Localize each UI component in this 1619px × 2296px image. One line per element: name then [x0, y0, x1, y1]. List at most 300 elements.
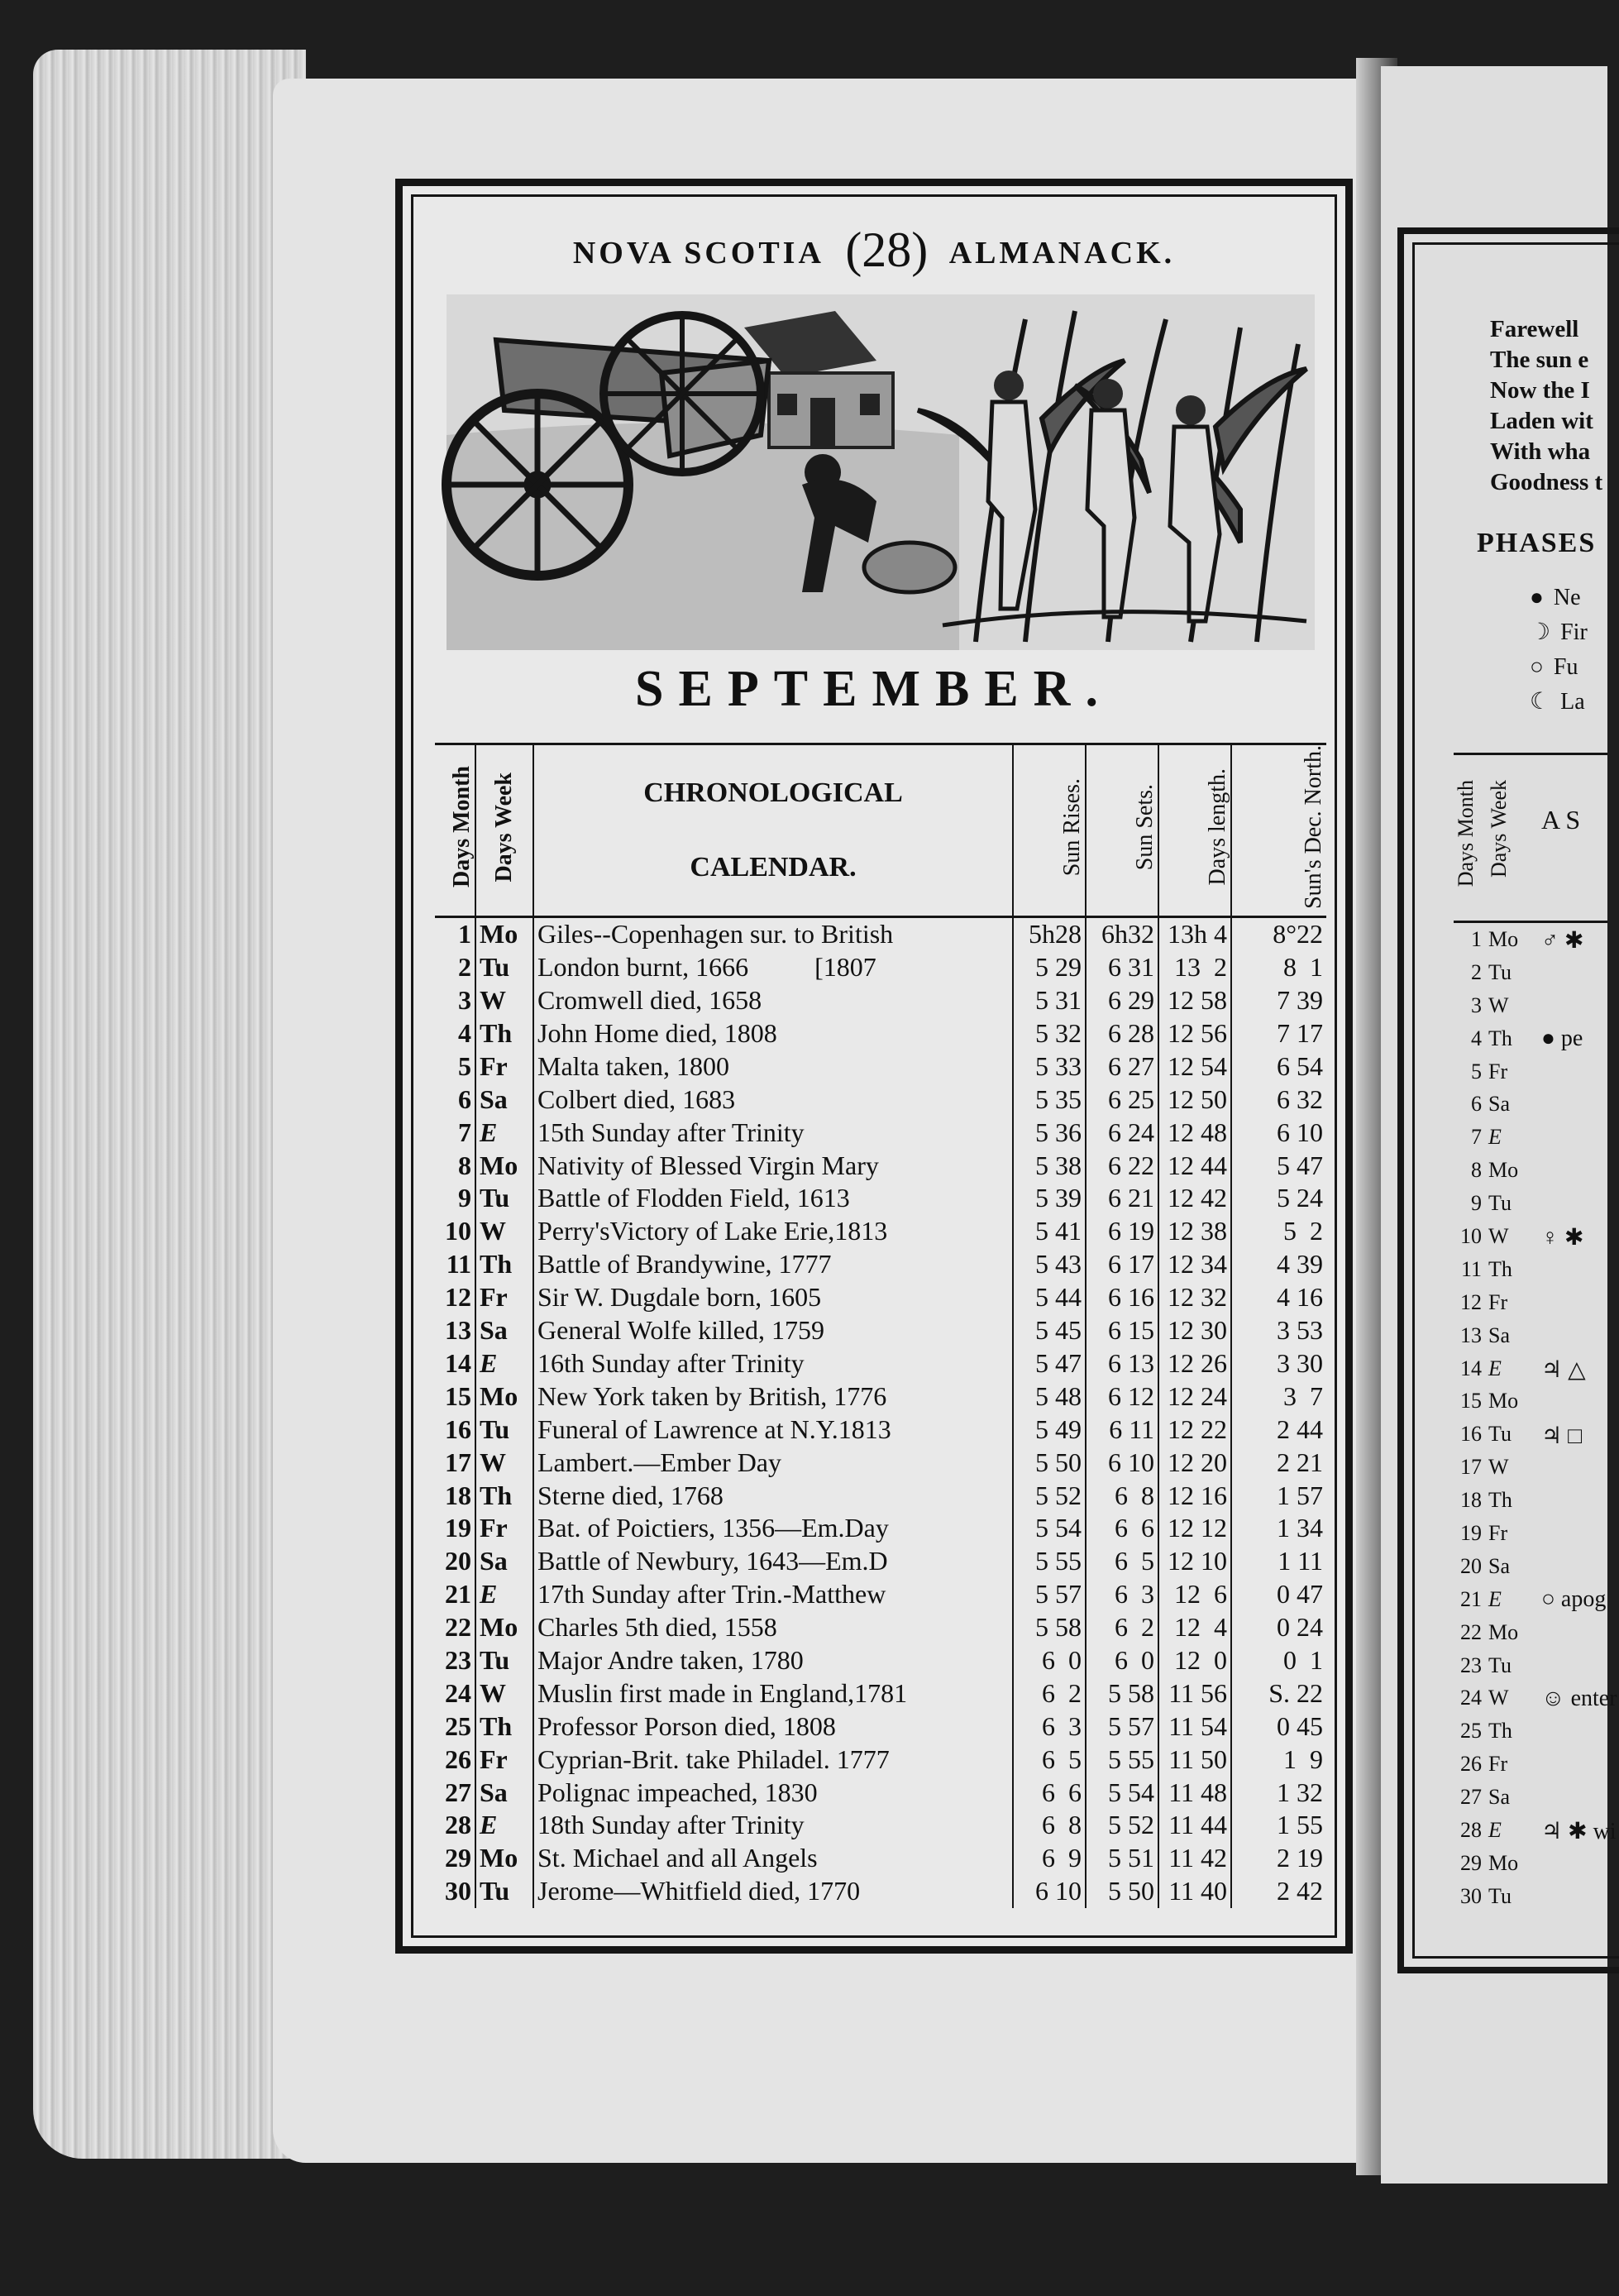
sun-sets: 6 11: [1086, 1413, 1158, 1446]
day-of-month: 20: [435, 1545, 475, 1578]
days-length: 12 50: [1158, 1083, 1231, 1116]
right-table-row: [1454, 1187, 1607, 1220]
right-table-row: [1454, 1121, 1607, 1154]
day-of-month: 26: [435, 1743, 475, 1776]
day-of-week: E: [475, 1347, 533, 1380]
right-day-of-week: E: [1488, 1586, 1502, 1611]
right-header-days-month: Days Month: [1454, 780, 1478, 887]
days-length: 12 4: [1158, 1611, 1231, 1644]
table-row: [435, 1743, 1326, 1776]
sun-rises: 6 5: [1013, 1743, 1086, 1776]
sun-sets: 5 57: [1086, 1710, 1158, 1743]
calendar-frame: [395, 179, 1353, 1954]
right-day-of-week: Fr: [1488, 1059, 1508, 1083]
days-length: 11 44: [1158, 1809, 1231, 1842]
moon-phase-label: Fir: [1560, 619, 1588, 645]
day-of-month: 14: [435, 1347, 475, 1380]
sun-sets: 6 28: [1086, 1017, 1158, 1050]
chronological-event: Funeral of Lawrence at N.Y.1813: [533, 1413, 1013, 1446]
right-day-of-month: 4: [1471, 1026, 1482, 1050]
right-day-of-week: Tu: [1488, 1653, 1512, 1677]
days-length: 11 50: [1158, 1743, 1231, 1776]
right-day-of-month: 28: [1460, 1818, 1482, 1843]
chronological-event: Sterne died, 1768: [533, 1479, 1013, 1512]
right-day-of-week: E: [1488, 1125, 1502, 1150]
table-row: [435, 984, 1326, 1017]
right-calendar-table: [1454, 753, 1617, 1913]
day-of-month: 22: [435, 1611, 475, 1644]
day-of-month: 15: [435, 1380, 475, 1413]
day-of-month: 16: [435, 1413, 475, 1446]
table-row: [435, 1380, 1326, 1413]
sun-sets: 6 24: [1086, 1116, 1158, 1149]
right-day-of-month: 23: [1460, 1653, 1482, 1677]
suns-declination: 3 53: [1277, 1315, 1323, 1346]
sun-sets: 6 15: [1086, 1314, 1158, 1347]
sun-rises: 5 49: [1013, 1413, 1086, 1446]
sun-rises: 6 0: [1013, 1644, 1086, 1677]
poem-line: With wha: [1490, 438, 1591, 465]
chronological-event: Battle of Newbury, 1643—Em.D: [533, 1545, 1013, 1578]
day-of-week: W: [475, 1215, 533, 1248]
table-row: [435, 1314, 1326, 1347]
right-day-of-month: 9: [1471, 1191, 1482, 1216]
suns-declination: 2 19: [1277, 1843, 1323, 1873]
right-day-of-week: Tu: [1488, 1883, 1512, 1908]
table-row: [435, 1611, 1326, 1644]
right-day-of-month: 2: [1471, 959, 1482, 984]
suns-declination: 7 39: [1277, 985, 1323, 1016]
right-day-of-month: 14: [1460, 1356, 1482, 1380]
moon-phase-item: [1530, 685, 1607, 720]
right-day-of-month: 5: [1471, 1059, 1482, 1083]
sun-rises: 5 44: [1013, 1281, 1086, 1314]
right-table-row: [1454, 1649, 1607, 1682]
right-day-of-week: Th: [1488, 1256, 1512, 1281]
day-of-month: 19: [435, 1512, 475, 1545]
suns-declination: 0 45: [1277, 1710, 1323, 1741]
day-of-week: Fr: [475, 1281, 533, 1314]
table-row: [435, 1248, 1326, 1281]
poem-line: Now the I: [1490, 377, 1590, 404]
header-sun-sets: Sun Sets.: [1086, 744, 1158, 917]
sun-rises: 5 39: [1013, 1182, 1086, 1215]
chronological-event: Polignac impeached, 1830: [533, 1776, 1013, 1809]
right-table-header: [1454, 753, 1607, 923]
right-day-of-month: 29: [1460, 1850, 1482, 1875]
right-table-row: [1454, 1088, 1607, 1121]
right-day-of-week: Tu: [1488, 959, 1512, 984]
right-day-of-month: 20: [1460, 1553, 1482, 1578]
right-day-of-month: 21: [1460, 1586, 1482, 1611]
right-table-row: [1454, 1484, 1607, 1517]
day-of-month: 11: [435, 1248, 475, 1281]
sun-rises: 5 35: [1013, 1083, 1086, 1116]
day-of-week: Tu: [475, 951, 533, 984]
right-table-row: [1454, 1418, 1607, 1451]
right-day-of-week: W: [1488, 1455, 1509, 1480]
suns-declination: 1 34: [1277, 1513, 1323, 1543]
chronological-event: 15th Sunday after Trinity: [533, 1116, 1013, 1149]
suns-declination: 1 32: [1277, 1777, 1323, 1807]
right-table-row: [1454, 1154, 1607, 1187]
day-of-week: Fr: [475, 1743, 533, 1776]
aspect-note: ♂ ✱: [1541, 928, 1584, 954]
table-row: [435, 916, 1326, 950]
day-of-week: W: [475, 1446, 533, 1479]
sun-rises: 6 10: [1013, 1875, 1086, 1908]
day-of-month: 8: [435, 1149, 475, 1182]
sun-rises: 5 55: [1013, 1545, 1086, 1578]
day-of-week: Sa: [475, 1545, 533, 1578]
chronological-event: Battle of Brandywine, 1777: [533, 1248, 1013, 1281]
days-length: 12 42: [1158, 1182, 1231, 1215]
sun-sets: 6 16: [1086, 1281, 1158, 1314]
days-length: 12 30: [1158, 1314, 1231, 1347]
chronological-event: Sir W. Dugdale born, 1605: [533, 1281, 1013, 1314]
page-header: [413, 222, 1335, 279]
suns-declination: 1 9: [1283, 1744, 1323, 1774]
day-of-month: 27: [435, 1776, 475, 1809]
chronological-event: John Home died, 1808: [533, 1017, 1013, 1050]
day-of-month: 7: [435, 1116, 475, 1149]
day-of-week: Fr: [475, 1512, 533, 1545]
table-row: [435, 1050, 1326, 1083]
phases-title: PHASES: [1477, 528, 1597, 558]
right-day-of-month: 18: [1460, 1488, 1482, 1513]
right-day-of-week: Sa: [1488, 1785, 1510, 1810]
right-table-row: [1454, 1022, 1607, 1055]
right-day-of-month: 30: [1460, 1883, 1482, 1908]
table-row: [435, 1182, 1326, 1215]
day-of-week: Mo: [475, 1380, 533, 1413]
poem-line: Laden wit: [1490, 408, 1593, 434]
table-header-row: [435, 744, 1326, 917]
sun-sets: 6 13: [1086, 1347, 1158, 1380]
chronological-event: Battle of Flodden Field, 1613: [533, 1182, 1013, 1215]
right-day-of-month: 26: [1460, 1752, 1482, 1777]
right-day-of-week: Th: [1488, 1719, 1512, 1744]
table-row: [435, 1776, 1326, 1809]
days-length: 12 54: [1158, 1050, 1231, 1083]
table-row: [435, 1281, 1326, 1314]
suns-declination: 5 2: [1283, 1216, 1323, 1246]
table-row: [435, 1677, 1326, 1710]
day-of-week: Fr: [475, 1050, 533, 1083]
right-table-row: [1454, 1220, 1607, 1253]
harvest-woodcut-illustration: [447, 294, 1315, 650]
chronological-event: Jerome—Whitfield died, 1770: [533, 1875, 1013, 1908]
suns-declination: 0 1: [1283, 1644, 1323, 1675]
suns-declination: 2 21: [1277, 1447, 1323, 1477]
sun-rises: 5 50: [1013, 1446, 1086, 1479]
header-days-month: Days Month: [435, 744, 475, 917]
right-table-row: [1454, 1451, 1607, 1484]
day-of-week: Tu: [475, 1413, 533, 1446]
days-length: 12 22: [1158, 1413, 1231, 1446]
chronological-event: Lambert.—Ember Day: [533, 1446, 1013, 1479]
table-row: [435, 1017, 1326, 1050]
right-day-of-month: 8: [1471, 1158, 1482, 1183]
days-length: 12 10: [1158, 1545, 1231, 1578]
day-of-week: Mo: [475, 1611, 533, 1644]
right-table-row: [1454, 1319, 1607, 1352]
right-day-of-week: Tu: [1488, 1191, 1512, 1216]
right-day-of-month: 6: [1471, 1092, 1482, 1117]
sun-sets: 6 8: [1086, 1479, 1158, 1512]
suns-declination: 8 1: [1283, 952, 1323, 983]
chronological-event: Charles 5th died, 1558: [533, 1611, 1013, 1644]
page-number: (28): [845, 222, 929, 277]
moon-phase-item: [1530, 615, 1607, 650]
day-of-month: 13: [435, 1314, 475, 1347]
sun-rises: 5 48: [1013, 1380, 1086, 1413]
right-day-of-week: Mo: [1488, 1389, 1519, 1413]
days-length: 12 24: [1158, 1380, 1231, 1413]
right-day-of-month: 12: [1460, 1289, 1482, 1314]
header-days-length: Days length.: [1158, 744, 1231, 917]
sun-sets: 5 55: [1086, 1743, 1158, 1776]
right-day-of-week: Mo: [1488, 1158, 1519, 1183]
days-length: 11 56: [1158, 1677, 1231, 1710]
day-of-week: W: [475, 984, 533, 1017]
sun-sets: 6 17: [1086, 1248, 1158, 1281]
suns-declination: 1 55: [1277, 1810, 1323, 1840]
suns-declination: 0 24: [1277, 1612, 1323, 1643]
right-day-of-month: 27: [1460, 1785, 1482, 1810]
right-day-of-week: W: [1488, 993, 1509, 1017]
right-day-of-week: Th: [1488, 1488, 1512, 1513]
header-title-right: ALMANACK.: [948, 236, 1176, 270]
sun-rises: 5 57: [1013, 1578, 1086, 1611]
chronological-event: Colbert died, 1683: [533, 1083, 1013, 1116]
day-of-week: Sa: [475, 1083, 533, 1116]
table-row: [435, 1512, 1326, 1545]
day-of-month: 1: [435, 916, 475, 950]
table-row: [435, 1149, 1326, 1182]
sun-rises: 6 2: [1013, 1677, 1086, 1710]
days-length: 12 38: [1158, 1215, 1231, 1248]
suns-declination: 2 44: [1277, 1413, 1323, 1444]
sun-sets: 5 51: [1086, 1842, 1158, 1875]
chronological-event: 17th Sunday after Trin.-Matthew: [533, 1578, 1013, 1611]
right-day-of-week: Th: [1488, 1026, 1512, 1050]
chronological-event: St. Michael and all Angels: [533, 1842, 1013, 1875]
suns-declination: S. 22: [1268, 1677, 1323, 1708]
day-of-week: Tu: [475, 1644, 533, 1677]
sun-rises: 5 52: [1013, 1479, 1086, 1512]
sun-sets: 6 25: [1086, 1083, 1158, 1116]
sun-rises: 5 41: [1013, 1215, 1086, 1248]
day-of-month: 28: [435, 1809, 475, 1842]
day-of-month: 29: [435, 1842, 475, 1875]
moon-phase-icon: ●: [1530, 585, 1544, 610]
day-of-month: 23: [435, 1644, 475, 1677]
right-day-of-week: E: [1488, 1818, 1502, 1843]
right-table-row: [1454, 923, 1607, 956]
right-table-rows: [1454, 923, 1617, 1913]
sun-sets: 6 29: [1086, 984, 1158, 1017]
day-of-week: E: [475, 1116, 533, 1149]
sun-rises: 5 47: [1013, 1347, 1086, 1380]
right-table-row: [1454, 1517, 1607, 1550]
right-day-of-month: 16: [1460, 1422, 1482, 1447]
right-day-of-week: W: [1488, 1224, 1509, 1249]
right-day-of-month: 19: [1460, 1521, 1482, 1546]
sun-rises: 6 8: [1013, 1809, 1086, 1842]
days-length: 12 6: [1158, 1578, 1231, 1611]
day-of-month: 30: [435, 1875, 475, 1908]
suns-declination: 0 47: [1277, 1579, 1323, 1610]
header-sun-rises: Sun Rises.: [1013, 744, 1086, 917]
right-day-of-week: Sa: [1488, 1553, 1510, 1578]
sun-rises: 5 54: [1013, 1512, 1086, 1545]
right-table-row: [1454, 1781, 1607, 1814]
day-of-week: Th: [475, 1017, 533, 1050]
aspect-note: ○ apog: [1541, 1586, 1607, 1612]
day-of-week: E: [475, 1578, 533, 1611]
header-chronological: CHRONOLOGICAL: [643, 777, 903, 808]
right-day-of-week: Sa: [1488, 1092, 1510, 1117]
right-table-row: [1454, 989, 1607, 1022]
sun-sets: 6 27: [1086, 1050, 1158, 1083]
right-table-row: [1454, 1880, 1607, 1913]
days-length: 11 48: [1158, 1776, 1231, 1809]
suns-declination: 6 32: [1277, 1083, 1323, 1114]
day-of-month: 24: [435, 1677, 475, 1710]
table-row: [435, 951, 1326, 984]
sun-sets: 6 19: [1086, 1215, 1158, 1248]
right-day-of-month: 15: [1460, 1389, 1482, 1413]
sun-rises: 6 9: [1013, 1842, 1086, 1875]
day-of-week: Th: [475, 1248, 533, 1281]
sun-sets: 6 5: [1086, 1545, 1158, 1578]
table-row: [435, 1479, 1326, 1512]
sun-rises: 6 3: [1013, 1710, 1086, 1743]
right-day-of-week: Tu: [1488, 1422, 1512, 1447]
days-length: 11 54: [1158, 1710, 1231, 1743]
poem-line: The sun e: [1490, 347, 1589, 373]
moon-phase-icon: ☽: [1530, 619, 1551, 645]
chronological-event: General Wolfe killed, 1759: [533, 1314, 1013, 1347]
sun-rises: 5 38: [1013, 1149, 1086, 1182]
poem-line: Goodness t: [1490, 469, 1603, 495]
suns-declination: 3 30: [1277, 1347, 1323, 1378]
sun-sets: 6h32: [1086, 916, 1158, 950]
sun-sets: 6 2: [1086, 1611, 1158, 1644]
sun-sets: 5 50: [1086, 1875, 1158, 1908]
right-header-days-week: Days Week: [1487, 780, 1511, 878]
sun-sets: 6 21: [1086, 1182, 1158, 1215]
day-of-month: 25: [435, 1710, 475, 1743]
day-of-week: Mo: [475, 1842, 533, 1875]
sun-sets: 6 3: [1086, 1578, 1158, 1611]
moon-phase-icon: ☾: [1530, 689, 1551, 715]
moon-phase-label: Ne: [1553, 585, 1581, 610]
sun-rises: 5 33: [1013, 1050, 1086, 1083]
suns-declination: 8°22: [1273, 919, 1323, 949]
sun-sets: 5 58: [1086, 1677, 1158, 1710]
chronological-event: Bat. of Poictiers, 1356—Em.Day: [533, 1512, 1013, 1545]
day-of-week: Tu: [475, 1182, 533, 1215]
right-table-row: [1454, 1847, 1607, 1880]
aspect-note: ♃ □: [1541, 1423, 1583, 1449]
day-of-week: W: [475, 1677, 533, 1710]
chronological-event: 18th Sunday after Trinity: [533, 1809, 1013, 1842]
poem-verse: [1490, 314, 1607, 498]
table-row: [435, 1116, 1326, 1149]
day-of-month: 2: [435, 951, 475, 984]
days-length: 12 34: [1158, 1248, 1231, 1281]
days-length: 12 12: [1158, 1512, 1231, 1545]
chronological-event: New York taken by British, 1776: [533, 1380, 1013, 1413]
table-row: [435, 1644, 1326, 1677]
right-day-of-month: 10: [1460, 1224, 1482, 1249]
sun-sets: 6 10: [1086, 1446, 1158, 1479]
day-of-week: Mo: [475, 916, 533, 950]
suns-declination: 1 57: [1277, 1480, 1323, 1510]
header-days-week: Days Week: [475, 744, 533, 917]
right-day-of-week: W: [1488, 1686, 1509, 1710]
day-of-week: Sa: [475, 1314, 533, 1347]
right-table-row: [1454, 1616, 1607, 1649]
sun-sets: 6 22: [1086, 1149, 1158, 1182]
days-length: 12 20: [1158, 1446, 1231, 1479]
day-of-week: Th: [475, 1479, 533, 1512]
calendar-table: [435, 743, 1326, 1908]
suns-declination: 1 11: [1278, 1546, 1323, 1576]
right-day-of-week: Fr: [1488, 1289, 1508, 1314]
sun-rises: 5 43: [1013, 1248, 1086, 1281]
right-table-row: [1454, 1550, 1607, 1583]
right-day-of-week: Sa: [1488, 1323, 1510, 1347]
days-length: 13 2: [1158, 951, 1231, 984]
day-of-month: 17: [435, 1446, 475, 1479]
suns-declination: 7 17: [1277, 1018, 1323, 1049]
calendar-inner-frame: [411, 194, 1337, 1938]
sun-rises: 5h28: [1013, 916, 1086, 950]
day-of-week: Tu: [475, 1875, 533, 1908]
poem-line: Farewell: [1490, 316, 1579, 342]
suns-declination: 5 24: [1277, 1183, 1323, 1213]
sun-sets: 6 0: [1086, 1644, 1158, 1677]
days-length: 11 40: [1158, 1875, 1231, 1908]
days-length: 12 48: [1158, 1116, 1231, 1149]
aspect-note: ☺ enter: [1541, 1685, 1617, 1711]
right-day-of-month: 22: [1460, 1619, 1482, 1644]
day-of-month: 5: [435, 1050, 475, 1083]
day-of-month: 18: [435, 1479, 475, 1512]
sun-sets: 5 54: [1086, 1776, 1158, 1809]
day-of-month: 12: [435, 1281, 475, 1314]
sun-rises: 5 45: [1013, 1314, 1086, 1347]
sun-rises: 5 58: [1013, 1611, 1086, 1644]
chronological-event: Perry'sVictory of Lake Erie,1813: [533, 1215, 1013, 1248]
table-row: [435, 1842, 1326, 1875]
right-table-row: [1454, 1286, 1607, 1319]
chronological-event: Malta taken, 1800: [533, 1050, 1013, 1083]
table-row: [435, 1347, 1326, 1380]
day-of-month: 10: [435, 1215, 475, 1248]
sun-rises: 5 31: [1013, 984, 1086, 1017]
sun-sets: 6 12: [1086, 1380, 1158, 1413]
right-day-of-week: Fr: [1488, 1752, 1508, 1777]
suns-declination: 4 39: [1277, 1249, 1323, 1280]
header-title-left: NOVA SCOTIA: [572, 236, 823, 270]
chronological-event: Cromwell died, 1658: [533, 984, 1013, 1017]
right-day-of-week: E: [1488, 1356, 1502, 1380]
right-day-of-month: 11: [1460, 1256, 1482, 1281]
